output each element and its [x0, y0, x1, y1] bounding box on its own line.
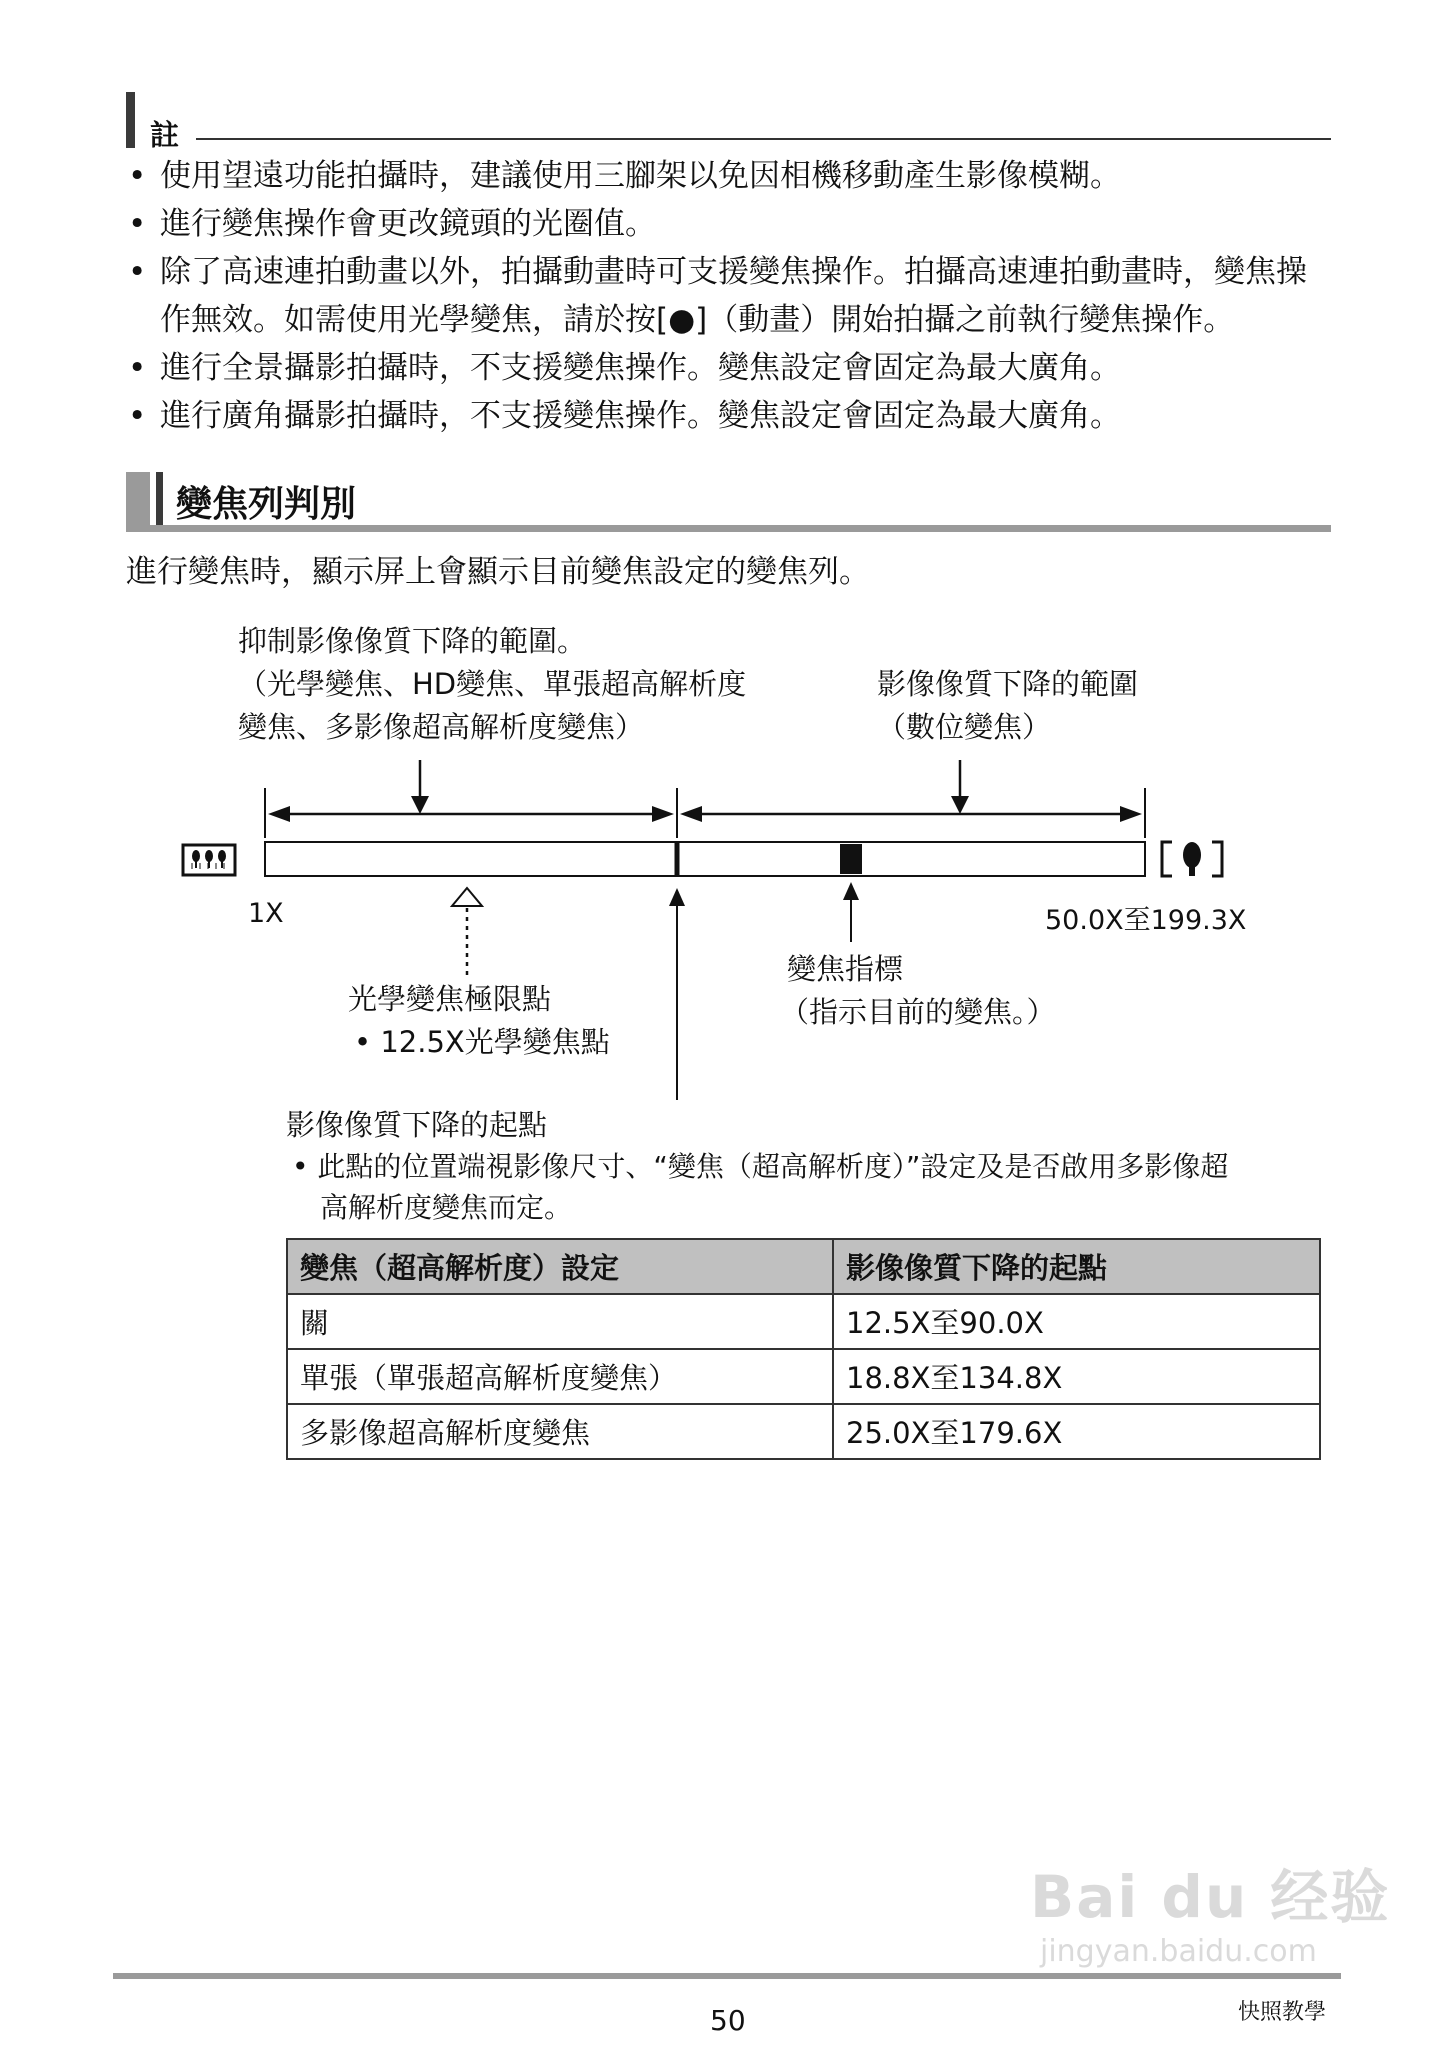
right-range-pointer-head [951, 796, 969, 814]
left-range-span-head-r [652, 806, 674, 822]
note-item: • 使用望遠功能拍攝時，建議使用三腳架以免因相機移動產生影像模糊。 [128, 158, 1121, 194]
left-range-line2: （光學變焦、HD變焦、單張超高解析度 [238, 667, 747, 701]
zoom-max-label: 50.0X至199.3X [1045, 905, 1247, 936]
optical-limit-marker [452, 888, 482, 906]
watermark-text: Bai du 经验 [1030, 1863, 1391, 1931]
left-range-pointer-head [411, 796, 429, 814]
zoom-min-label: 1X [248, 898, 284, 929]
note-item: • 進行廣角攝影拍攝時，不支援變焦操作。變焦設定會固定為最大廣角。 [128, 398, 1121, 434]
left-range-line3: 變焦、多影像超高解析度變焦） [238, 710, 645, 744]
right-range-line2: （數位變焦） [877, 710, 1052, 744]
section-title: 變焦列判別 [176, 484, 357, 525]
footer-section-label: 快照教學 [1238, 2000, 1327, 2025]
note-item-text: 除了高速連拍動畫以外，拍攝動畫時可支援變焦操作。拍攝高速連拍動畫時，變焦操作無效。如需使用光學變焦，請於按[●]（動畫）開始拍攝之前執行變焦操作。 [160, 254, 1307, 338]
baidu-watermark [1030, 1850, 1390, 1969]
table-cell: 12.5X至90.0X [833, 1294, 1320, 1349]
note-item: • 進行變焦操作會更改鏡頭的光圈值。 [128, 206, 656, 242]
right-range-line1: 影像像質下降的範圍 [877, 667, 1139, 701]
degrade-detail-line2: 高解析度變焦而定。 [320, 1191, 573, 1224]
zoom-setting-table [286, 1238, 1321, 1460]
section-intro: 進行變焦時，顯示屏上會顯示目前變焦設定的變焦列。 [126, 554, 870, 590]
telephoto-icon [1162, 842, 1222, 876]
indicator-title: 變焦指標 [787, 952, 904, 986]
degrade-detail-line1: • 此點的位置端視影像尺寸、“變焦（超高解析度）”設定及是否啟用多影像超 [292, 1150, 1229, 1183]
table-cell: 18.8X至134.8X [833, 1349, 1320, 1404]
note-item-text: 進行變焦操作會更改鏡頭的光圈值。 [160, 206, 656, 242]
degrade-leader-head [669, 888, 685, 906]
note-item-text: 進行廣角攝影拍攝時，不支援變焦操作。變焦設定會固定為最大廣角。 [160, 398, 1121, 434]
optical-limit-detail-text: 12.5X光學變焦點 [380, 1025, 610, 1059]
degrade-title: 影像像質下降的起點 [286, 1108, 548, 1142]
note-title: 註 [150, 118, 180, 152]
table-header: 影像像質下降的起點 [833, 1239, 1320, 1294]
footer-rule [113, 1973, 1341, 1979]
table-row [287, 1349, 1320, 1404]
page-number: 50 [710, 2004, 746, 2037]
indicator-detail: （指示目前的變焦。） [780, 995, 1056, 1029]
table-header: 變焦（超高解析度）設定 [287, 1239, 833, 1294]
zoom-bar [265, 842, 1145, 876]
note-item: • 進行全景攝影拍攝時，不支援變焦操作。變焦設定會固定為最大廣角。 [128, 350, 1121, 386]
degrade-detail-text: 此點的位置端視影像尺寸、“變焦（超高解析度）”設定及是否啟用多影像超 [317, 1150, 1229, 1183]
indicator-leader-head [843, 882, 859, 900]
left-range-span-head-l [268, 806, 290, 822]
table-row [287, 1294, 1320, 1349]
wide-angle-icon [183, 845, 235, 875]
table-header-row [287, 1239, 1320, 1294]
note-item-text: 進行全景攝影拍攝時，不支援變焦操作。變焦設定會固定為最大廣角。 [160, 350, 1121, 386]
optical-limit-detail: • 12.5X光學變焦點 [354, 1025, 610, 1059]
zoom-indicator [840, 844, 862, 874]
note-item: • 除了高速連拍動畫以外，拍攝動畫時可支援變焦操作。拍攝高速連拍動畫時，變焦操作無效。如需使用光學變焦，請於按[●]（動畫）開始拍攝之前執行變焦操作。 [128, 254, 1307, 338]
optical-limit-title: 光學變焦極限點 [348, 982, 552, 1016]
table-cell: 多影像超高解析度變焦 [287, 1404, 833, 1459]
table-cell: 25.0X至179.6X [833, 1404, 1320, 1459]
table-row [287, 1404, 1320, 1459]
left-range-line1: 抑制影像像質下降的範圍。 [238, 624, 587, 658]
watermark-url: jingyan.baidu.com [1040, 1934, 1317, 1969]
right-range-span-head-l [680, 806, 702, 822]
note-item-text: 使用望遠功能拍攝時，建議使用三腳架以免因相機移動產生影像模糊。 [160, 158, 1121, 194]
table-cell: 關 [287, 1294, 833, 1349]
right-range-span-head-r [1120, 806, 1142, 822]
table-cell: 單張（單張超高解析度變焦） [287, 1349, 833, 1404]
